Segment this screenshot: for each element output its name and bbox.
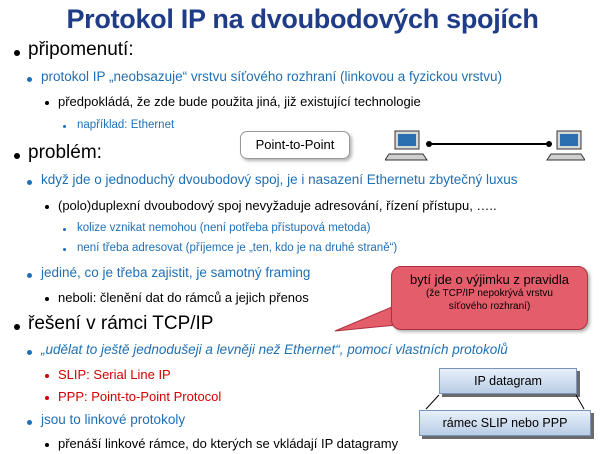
exception-callout	[391, 266, 588, 330]
point-to-point-link-illustration	[385, 128, 585, 168]
item-a: připomenutí:	[28, 39, 134, 60]
bullet	[27, 77, 32, 82]
ip-datagram-box	[439, 368, 577, 394]
bullet	[63, 228, 66, 231]
callout-pointer	[330, 305, 400, 335]
item-a1: protokol IP „neobsazuje“ vrstvu síťového rozhraní (linkovou a fyzickou vrstvu)	[41, 69, 503, 84]
ip-datagram-label: IP datagram	[474, 374, 542, 388]
bullet	[27, 350, 32, 355]
item-c2a: přenáší linkové rámce, do kterých se vkládají IP datagramy	[58, 436, 399, 451]
bullet	[14, 153, 20, 159]
bullet	[45, 374, 49, 378]
item-b: problém:	[28, 142, 102, 163]
callout-sub-text: (že TCP/IP nepokrývá vrstvu	[426, 288, 553, 299]
item-b1: když jde o jednoduchý dvoubodový spoj, je i nasazení Ethernetu zbytečný luxus	[41, 172, 518, 187]
bullet	[45, 396, 49, 400]
bullet	[63, 248, 66, 251]
bullet	[27, 180, 32, 185]
bullet	[45, 297, 49, 301]
item-c1: „udělat to ještě jednodušeji a levněji než Ethernet“, pomocí vlastních protokolů	[41, 342, 508, 357]
point-to-point-callout	[240, 131, 350, 159]
item-b1a1: kolize vznikat nemohou (není potřeba přístupová metoda)	[77, 222, 371, 234]
callout-label: Point-to-Point	[255, 137, 335, 152]
frame-label: rámec SLIP nebo PPP	[442, 416, 568, 430]
item-c: řešení v rámci TCP/IP	[28, 313, 214, 334]
callout-sub-text: síťového rozhraní)	[448, 301, 531, 312]
item-c2: jsou to linkové protokoly	[41, 412, 186, 427]
frame-box	[419, 410, 591, 436]
item-b2a: neboli: členění dat do rámců a jejich přenos	[58, 290, 309, 305]
item-a1a: předpokládá, že zde bude použita jiná, již existující technologie	[58, 94, 421, 109]
computer-icon	[385, 131, 427, 160]
bullet	[27, 273, 32, 278]
item-b1a2: není třeba adresovat (příjemce je „ten, kdo je na druhé straně“)	[77, 242, 398, 254]
bullet	[14, 324, 20, 330]
bullet	[27, 420, 32, 425]
computer-icon	[547, 131, 585, 160]
bullet	[45, 205, 49, 209]
bullet	[14, 50, 20, 56]
callout-main-text: bytí jde o výjimku z pravidla	[410, 272, 569, 287]
item-a1a1: například: Ethernet	[77, 119, 175, 131]
item-b2: jediné, co je třeba zajistit, je samotný framing	[41, 265, 311, 280]
slide-title: Protokol IP na dvoubodových spojích	[66, 4, 539, 34]
bullet	[63, 125, 66, 128]
bullet	[45, 101, 49, 105]
item-c1b: PPP: Point-to-Point Protocol	[58, 389, 222, 404]
bullet	[45, 443, 49, 447]
item-b1a: (polo)duplexní dvoubodový spoj nevyžaduje adresování, řízení přístupu, …..	[58, 198, 497, 213]
item-c1a: SLIP: Serial Line IP	[58, 367, 171, 382]
